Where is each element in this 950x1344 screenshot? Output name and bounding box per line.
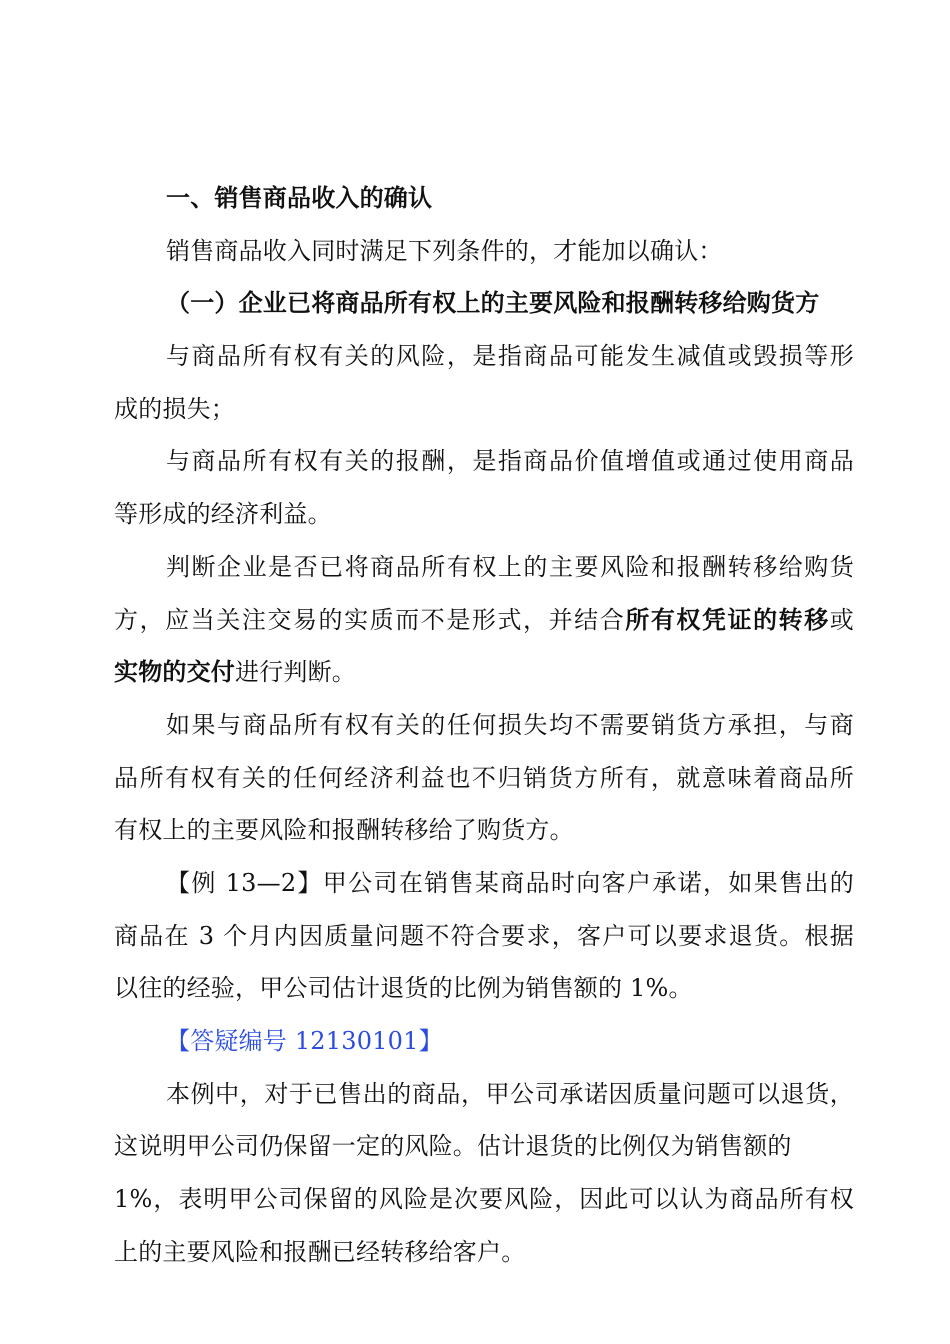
judgement-text: 方，应当关注交易的实质而不是形式，并结合: [114, 605, 626, 634]
answer-line-1: 本例中，对于已售出的商品，甲公司承诺因质量问题可以退货，: [166, 1079, 854, 1108]
paragraph-risk-line-1: 与商品所有权有关的风险，是指商品可能发生减值或毁损等形: [166, 342, 854, 371]
answer-line-3: 1%，表明甲公司保留的风险是次要风险，因此可以认为商品所有权: [114, 1185, 854, 1214]
example-line-1: 【例 13—2】甲公司在销售某商品时向客户承诺，如果售出的: [166, 868, 854, 897]
paragraph-risk-line-2: 成的损失；: [114, 394, 235, 423]
paragraph-judgement-line-1: 判断企业是否已将商品所有权上的主要风险和报酬转移给购货: [166, 552, 854, 581]
answer-line-4: 上的主要风险和报酬已经转移给客户。: [114, 1237, 526, 1266]
document-body: [114, 172, 859, 1278]
subsection-heading: （一）企业已将商品所有权上的主要风险和报酬转移给购货方: [166, 288, 820, 318]
example-line-3: 以往的经验，甲公司估计退货的比例为销售额的 1%。: [114, 974, 693, 1003]
paragraph-judgement-line-3: [114, 646, 859, 699]
intro-text: 销售商品收入同时满足下列条件的，才能加以确认：: [166, 236, 723, 265]
judgement-connector: 或: [829, 605, 854, 634]
paragraph-reward-line-1: 与商品所有权有关的报酬，是指商品价值增值或通过使用商品: [166, 447, 854, 476]
paragraph-reward-line-2: 等形成的经济利益。: [114, 500, 332, 529]
answer-line-2: 这说明甲公司仍保留一定的风险。估计退货的比例仅为销售额的: [114, 1132, 792, 1161]
paragraph-transfer-line-3: 有权上的主要风险和报酬转移给了购货方。: [114, 816, 574, 845]
judgement-ending: 进行判断。: [235, 658, 356, 687]
paragraph-judgement-line-2: [114, 594, 854, 647]
qa-reference-link[interactable]: 【答疑编号 12130101】: [166, 1027, 443, 1055]
paragraph-transfer-line-1: 如果与商品所有权有关的任何损失均不需要销货方承担，与商: [166, 710, 854, 739]
emphasis-physical-delivery: 实物的交付: [114, 657, 235, 687]
paragraph-transfer-line-2: 品所有权有关的任何经济利益也不归销货方所有，就意味着商品所: [114, 763, 854, 792]
section-heading: 一、销售商品收入的确认: [166, 183, 433, 212]
emphasis-ownership-transfer: 所有权凭证的转移: [625, 604, 830, 634]
example-line-2: 商品在 3 个月内因质量问题不符合要求，客户可以要求退货。根据: [114, 921, 854, 950]
